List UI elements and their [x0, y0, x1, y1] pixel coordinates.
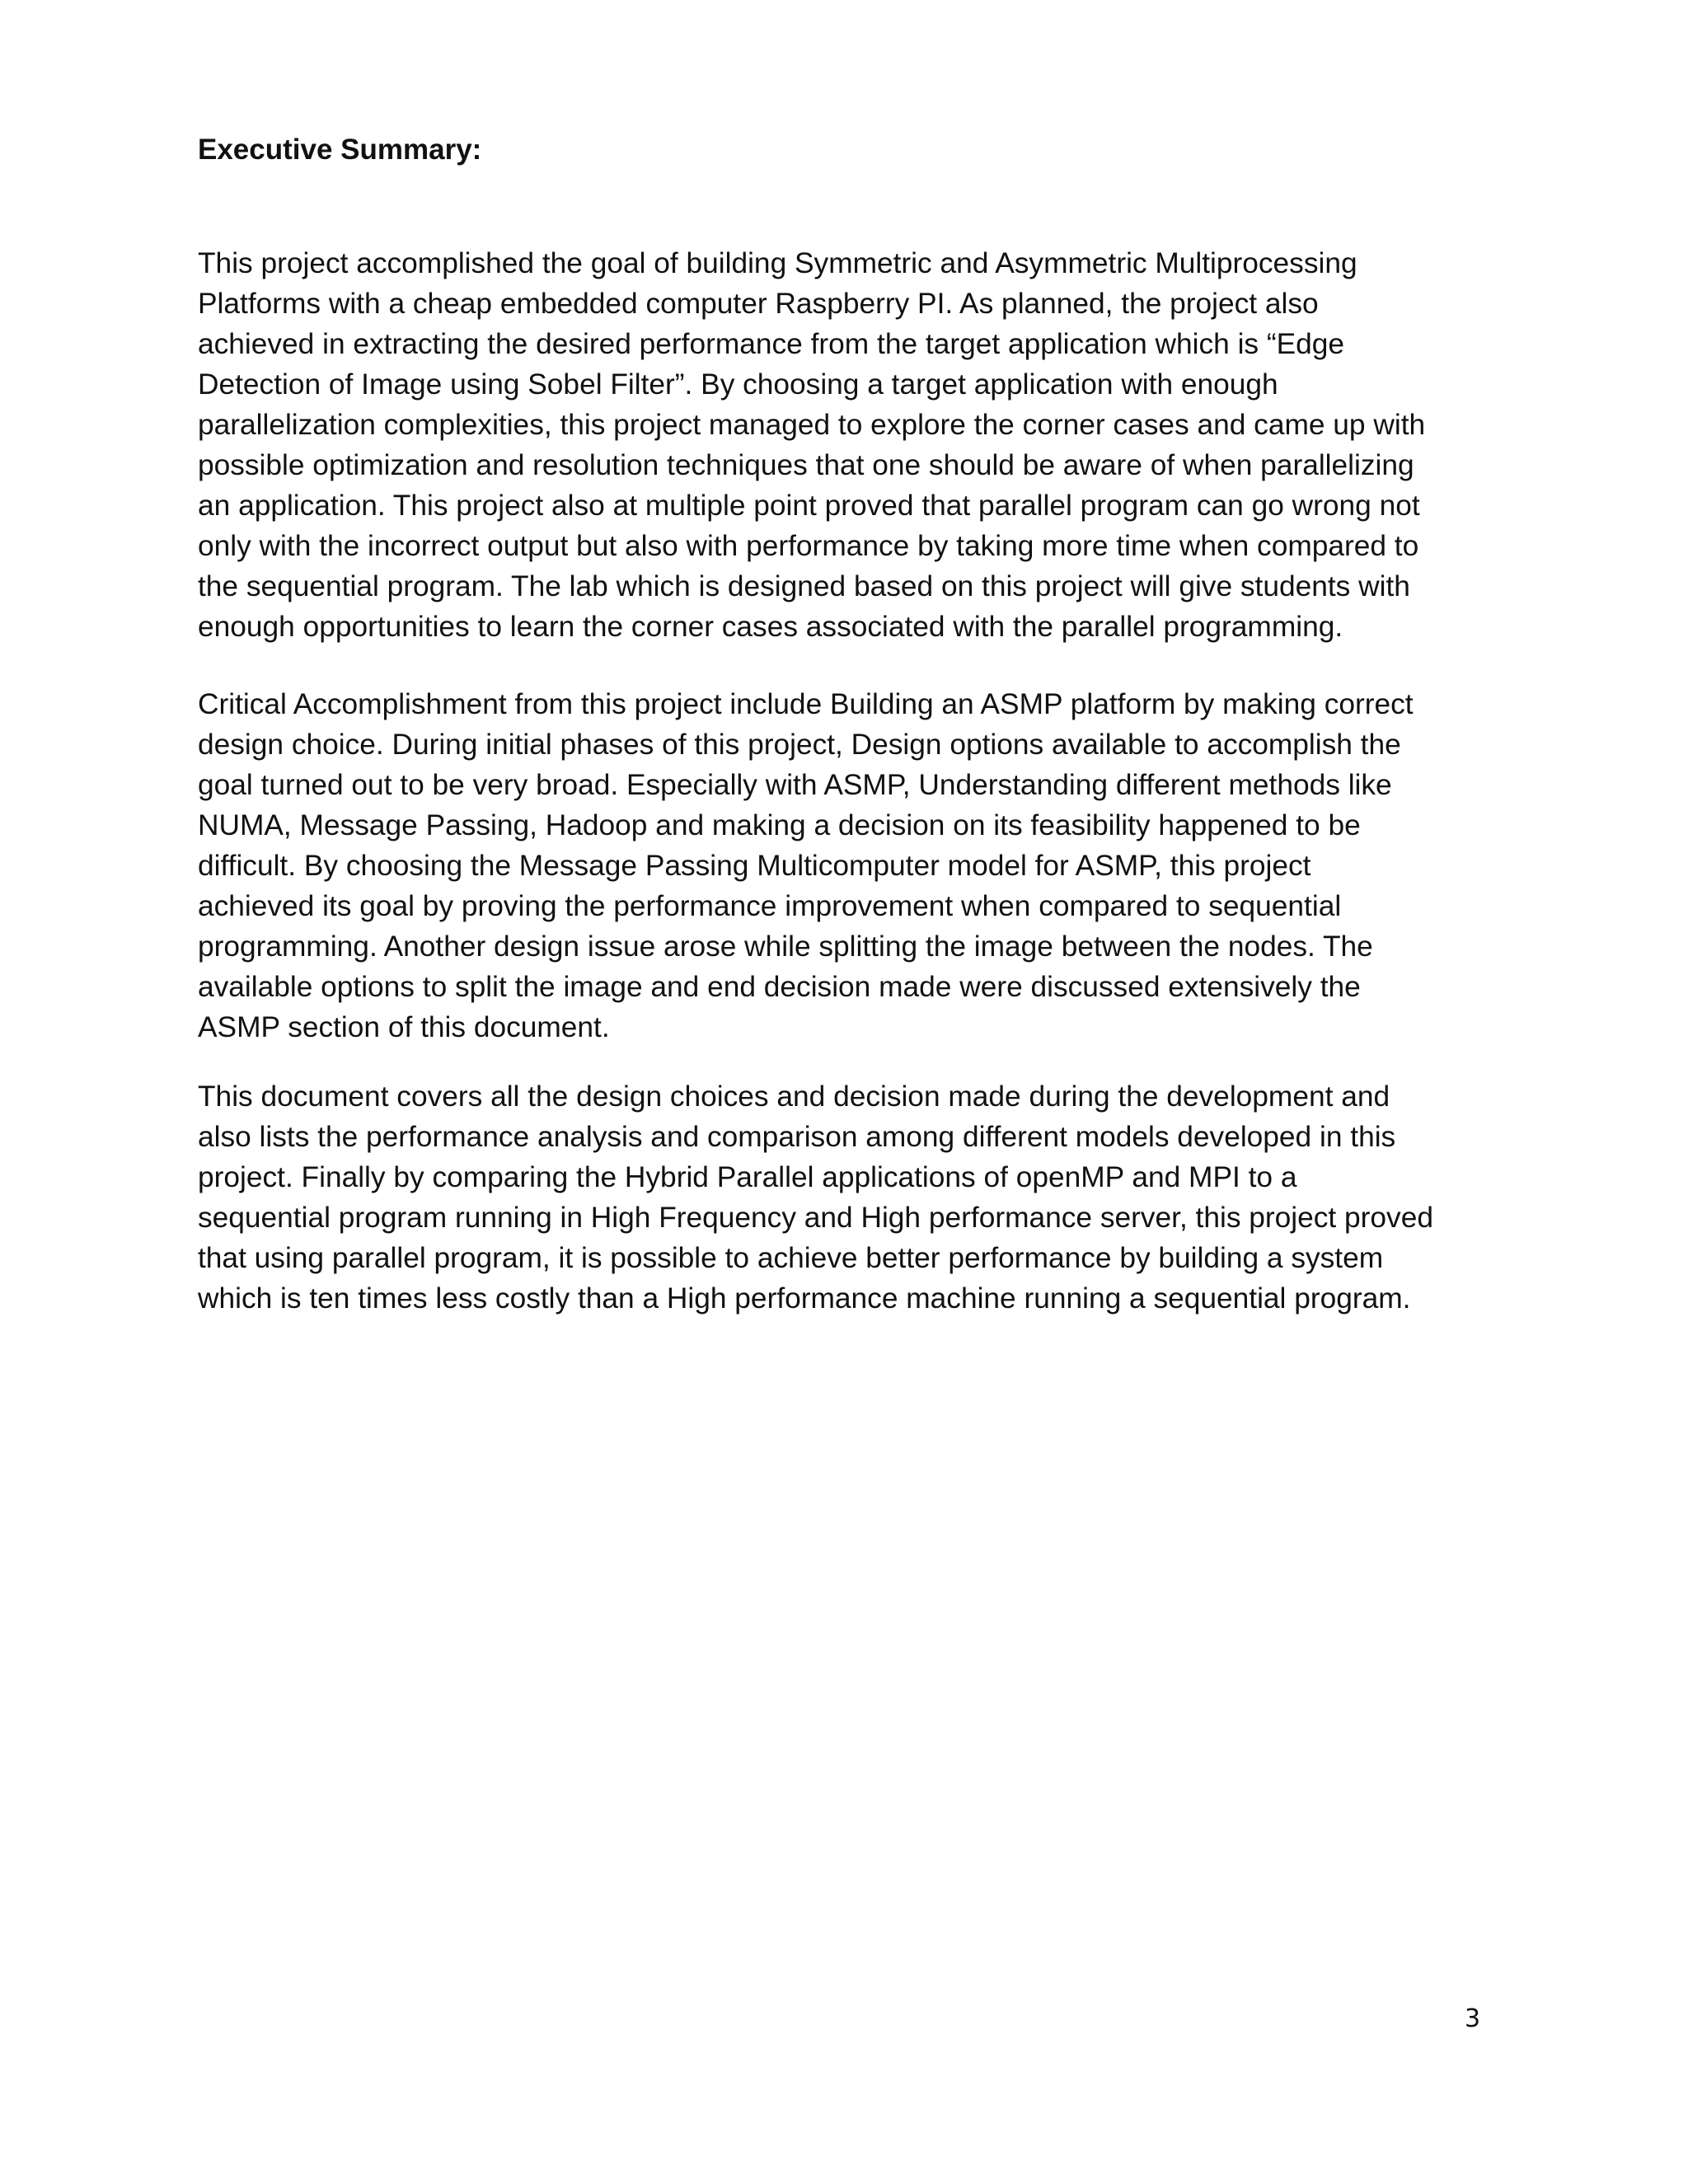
paragraph-line: an application. This project also at multiple point proved that parallel program can go wrong not	[198, 490, 1420, 522]
paragraph-line: difficult. By choosing the Message Passing Multicomputer model for ASMP, this project	[198, 850, 1311, 882]
paragraph-line: Critical Accomplishment from this project include Building an ASMP platform by making correct	[198, 688, 1414, 720]
paragraph-accomplishments	[198, 684, 1492, 1047]
paragraph-line: achieved its goal by proving the performance improvement when compared to sequential	[198, 890, 1342, 922]
paragraph-line: which is ten times less costly than a High performance machine running a sequential program.	[198, 1282, 1411, 1315]
paragraph-line: ASMP section of this document.	[198, 1011, 610, 1043]
paragraph-line: the sequential program. The lab which is designed based on this project will give students with	[198, 570, 1410, 602]
paragraph-line: available options to split the image and end decision made were discussed extensively the	[198, 971, 1361, 1003]
paragraph-line: sequential program running in High Frequency and High performance server, this project proved	[198, 1202, 1433, 1234]
paragraph-line: This document covers all the design choices and decision made during the development and	[198, 1080, 1390, 1113]
paragraph-document-scope	[198, 1076, 1492, 1319]
paragraph-line: Detection of Image using Sobel Filter”. By choosing a target application with enough	[198, 368, 1278, 401]
page-number: 3	[1465, 2004, 1481, 2033]
paragraph-line: design choice. During initial phases of this project, Design options available to accomplish the	[198, 729, 1401, 761]
paragraph-line: NUMA, Message Passing, Hadoop and making a decision on its feasibility happened to be	[198, 809, 1361, 841]
paragraph-line: enough opportunities to learn the corner cases associated with the parallel programming.	[198, 611, 1343, 643]
section-heading: Executive Summary:	[198, 134, 482, 166]
paragraph-line: achieved in extracting the desired performance from the target application which is “Edge	[198, 328, 1345, 360]
paragraph-line: also lists the performance analysis and comparison among different models developed in this	[198, 1121, 1396, 1153]
paragraph-line: only with the incorrect output but also with performance by taking more time when compared to	[198, 530, 1419, 562]
paragraph-line: that using parallel program, it is possible to achieve better performance by building a system	[198, 1242, 1384, 1274]
paragraph-line: Platforms with a cheap embedded computer Raspberry PI. As planned, the project also	[198, 288, 1319, 320]
paragraph-line: project. Finally by comparing the Hybrid Parallel applications of openMP and MPI to a	[198, 1161, 1297, 1193]
paragraph-line: parallelization complexities, this project managed to explore the corner cases and came up with	[198, 409, 1426, 441]
paragraph-line: programming. Another design issue arose while splitting the image between the nodes. The	[198, 930, 1373, 963]
paragraph-line: This project accomplished the goal of building Symmetric and Asymmetric Multiprocessing	[198, 247, 1357, 279]
paragraph-line: goal turned out to be very broad. Especially with ASMP, Understanding different methods like	[198, 769, 1392, 801]
paragraph-line: possible optimization and resolution techniques that one should be aware of when parallelizing	[198, 449, 1414, 481]
paragraph-summary	[198, 243, 1492, 647]
